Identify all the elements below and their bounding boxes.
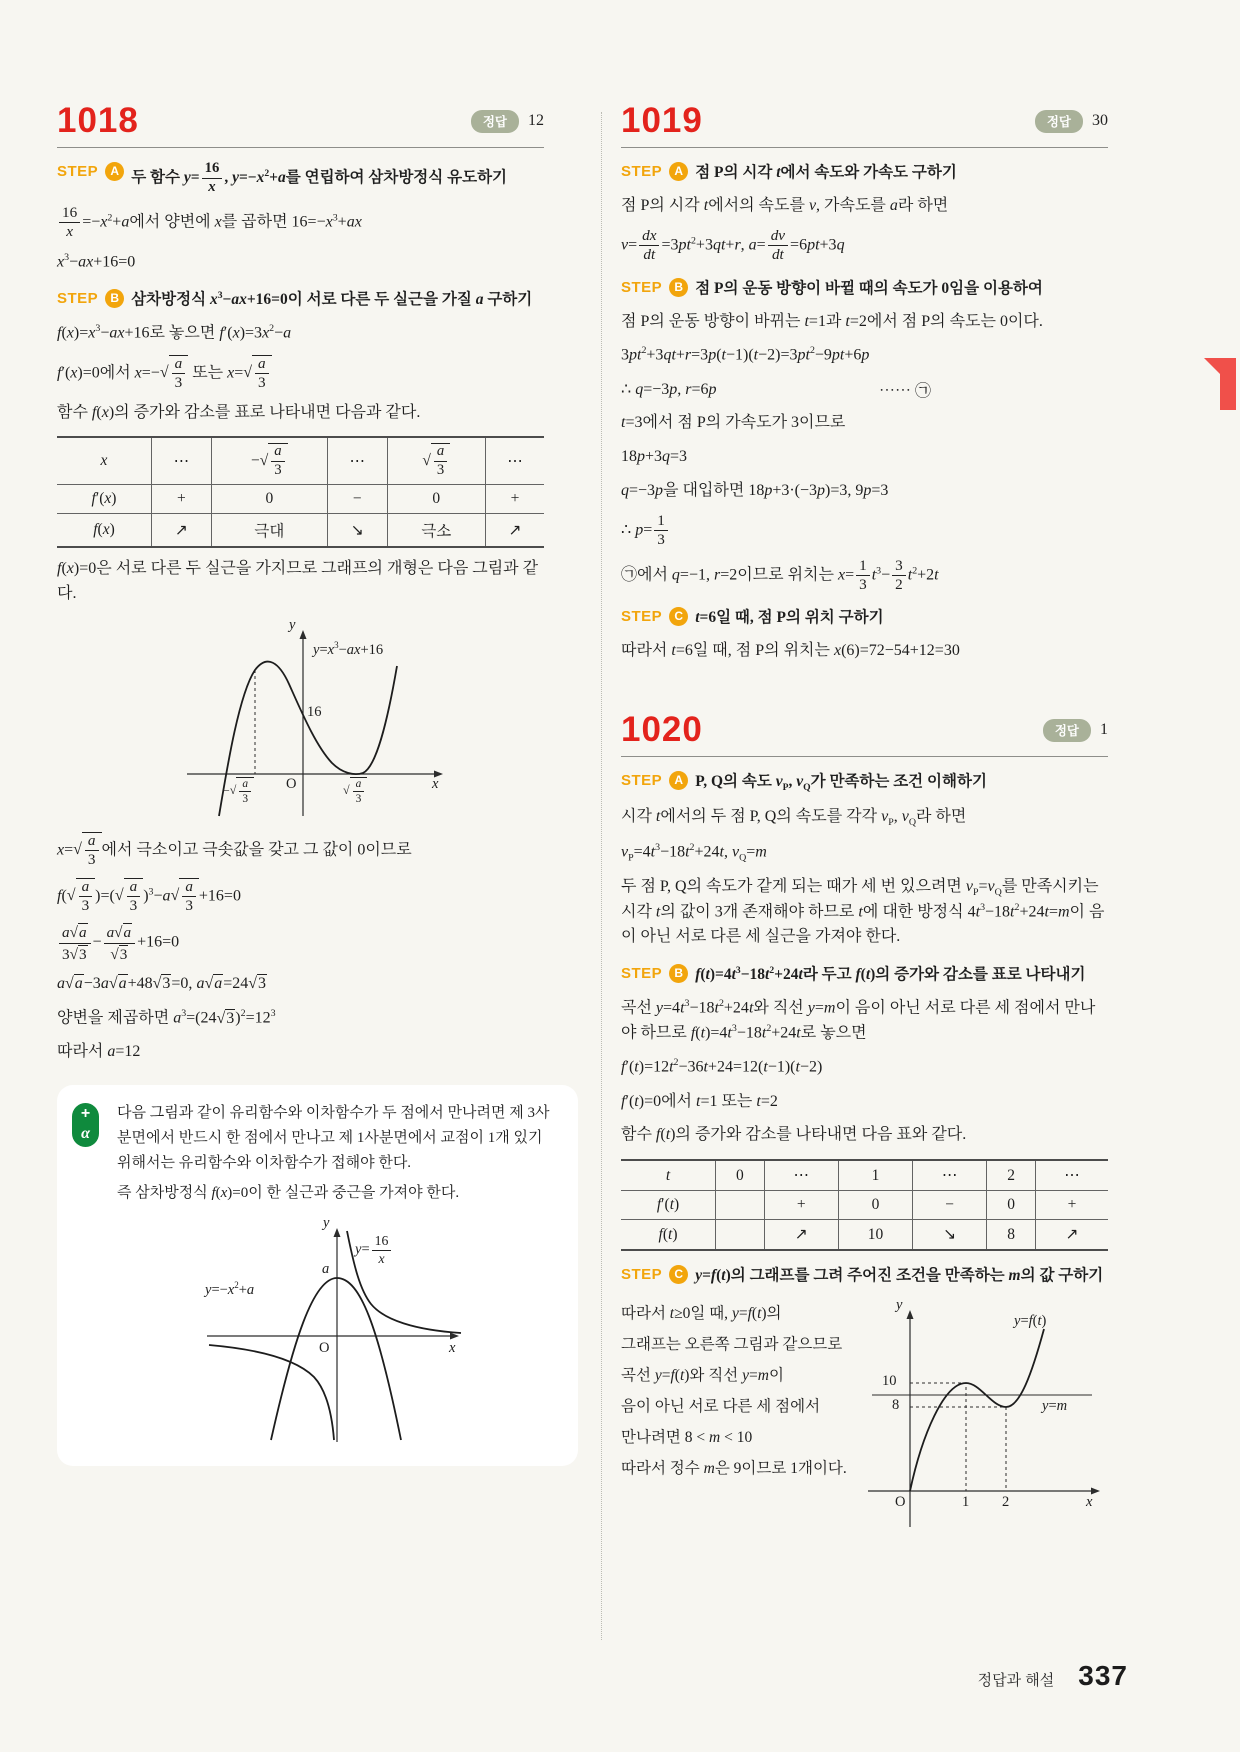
math-line: 따라서 t≥0일 때, y=f(t)의 xyxy=(621,1305,782,1323)
conclusion-with-figure xyxy=(621,1295,1108,1537)
math-line: $x^3-ax+16=0$ xyxy=(57,251,136,270)
table-cell: 0 xyxy=(838,1191,912,1220)
curve-equation-label: $y=x^3-ax+16$ xyxy=(313,639,384,658)
table-cell xyxy=(716,1220,765,1251)
table-cell: 0 xyxy=(387,485,485,514)
step-letter-icon: B xyxy=(669,278,688,297)
step-word: STEP xyxy=(621,772,663,790)
table-cell: ↗ xyxy=(485,514,544,548)
math-line: ㉠에서 q=−1, r=2이므로 위치는 x= $\frac{1}{3}$ $t^3-$ $\frac{3}{2}$ $t^2+2t$ xyxy=(621,556,939,593)
math-line: a√a−3a√a+48√3=0, a√a=24√3 xyxy=(57,975,267,993)
step-word: STEP xyxy=(621,1266,663,1284)
axis-label-x: x xyxy=(449,1340,456,1357)
problem-number: 1019 xyxy=(621,101,703,140)
step-letter-icon: C xyxy=(669,607,688,626)
hyperbola-equation-label: y= $\frac{16}{x}$ xyxy=(355,1234,393,1267)
table-cell xyxy=(716,1191,765,1220)
answer-pill: 정답 xyxy=(1035,110,1083,133)
math-line: f(x)=0은 서로 다른 두 실근을 가지므로 그래프의 개형은 다음 그림과 같다. xyxy=(57,560,539,603)
problem-number: 1018 xyxy=(57,101,139,140)
spacer xyxy=(621,673,1108,709)
math-line: t=3에서 점 P의 가속도가 3이므로 xyxy=(621,414,846,432)
math-line: $f'(t)=12t^2-36t+24=12(t-1)(t-2)$ xyxy=(621,1057,823,1076)
table-cell: + xyxy=(1035,1191,1108,1220)
step-a-heading xyxy=(621,161,1108,185)
math-line: 따라서 a=12 xyxy=(57,1043,141,1061)
table-cell: 2 xyxy=(987,1160,1036,1191)
table-cell: + xyxy=(152,485,212,514)
table-row xyxy=(621,1191,1108,1220)
step-title: t=6일 때, 점 P의 위치 구하기 xyxy=(695,609,884,627)
conclusion-text xyxy=(621,1295,854,1537)
math-line: ∴ p= $\frac{1}{3}$ xyxy=(621,513,1108,549)
math-line: q=−3p을 대입하면 18p+3·(−3p)=3, 9p=3 xyxy=(621,481,889,499)
origin-label: O xyxy=(286,775,297,792)
increase-decrease-table-1020 xyxy=(621,1159,1108,1251)
math-line: f(√ $\frac{a}{3}$ )=(√ $\frac{a}{3}$ )$^3$−a√ $\frac{a}{3}$ +16=0 xyxy=(57,877,241,915)
chapter-tab-icon xyxy=(1202,352,1238,412)
graph-cubic-1020 xyxy=(858,1295,1108,1537)
axis-label-x: x xyxy=(1086,1494,1093,1511)
step-c-heading xyxy=(621,606,1108,630)
plus-alpha-note xyxy=(57,1085,578,1466)
math-line: 만나려면 8 < m < 10 xyxy=(621,1429,753,1447)
origin-label: O xyxy=(319,1340,330,1357)
math-line: 두 점 P, Q의 속도가 같게 되는 때가 세 번 있으려면 $v_P=v_Q$를 만족시키는 시각 t의 값이 3개 존재해야 하므로 t에 대한 방정식 $4t^3-18t^2+24t=m$이 음이 아닌 서로 다른 세 실근을 가져야 한다. xyxy=(621,877,1105,946)
math-line: v= $\frac{dx}{dt}$ $=3pt^2+3qt+r$, a= $\frac{dv}{dt}$ =6pt+3q xyxy=(621,226,845,264)
axis-label-y: y xyxy=(323,1215,330,1232)
table-cell: ↗ xyxy=(1035,1220,1108,1251)
math-line: 그래프는 오른쪽 그림과 같으므로 xyxy=(621,1336,843,1354)
math-line: f′(x)=0에서 x=−√ $\frac{a}{3}$ 또는 x=√ $\frac{a}{3}$ xyxy=(57,355,544,392)
header-rule xyxy=(621,147,1108,148)
table-cell: − xyxy=(913,1191,987,1220)
table-cell: −√ $\frac{a}{3}$ xyxy=(211,437,327,484)
step-word: STEP xyxy=(621,278,663,296)
y-tick-8-label: 8 xyxy=(892,1397,900,1414)
table-cell: 0 xyxy=(211,485,327,514)
table-cell: 8 xyxy=(987,1220,1036,1251)
answer-value: 1 xyxy=(1100,721,1108,739)
vertex-label-a: a xyxy=(322,1261,330,1278)
graph-tangency-1018 xyxy=(197,1214,477,1446)
table-cell: ↗ xyxy=(152,514,212,548)
math-line: 곡선 $y=4t^3-18t^2+24t$와 직선 y=m이 음이 아닌 서로 다른 세 점에서 만나야 하므로 $f(t)=4t^3-18t^2+24t$로 놓으면 xyxy=(621,998,1096,1042)
x-tick-2-label: 2 xyxy=(1002,1494,1010,1511)
header-rule xyxy=(57,147,544,148)
footer-label: 정답과 해설 xyxy=(977,1672,1055,1689)
table-row xyxy=(57,485,544,514)
problem-header-1018 xyxy=(57,100,544,142)
math-line: 시각 t에서의 두 점 P, Q의 속도를 각각 $v_P$, $v_Q$라 하면 xyxy=(621,808,967,829)
table-row xyxy=(621,1220,1108,1251)
math-line: $3pt^2+3qt+r=3p(t-1)(t-2)=3pt^2-9pt+6p$ xyxy=(621,345,870,364)
math-line: 점 P의 시각 t에서의 속도를 v, 가속도를 a라 하면 xyxy=(621,197,949,215)
answer-value: 12 xyxy=(528,112,544,129)
table-cell: f(x) xyxy=(57,514,152,548)
math-line: 18p+3q=3 xyxy=(621,448,688,466)
step-b-heading xyxy=(57,288,544,312)
answer-badge xyxy=(1035,110,1108,133)
x-tick-negative-label: −√ $\frac{a}{3}$ xyxy=(223,777,254,806)
step-word: STEP xyxy=(57,163,99,180)
x-tick-1-label: 1 xyxy=(962,1494,970,1511)
math-line: $\frac{16}{x}$ $=-x^2+a$에서 양변에 x를 곱하면 $16=-x^3+ax$ xyxy=(57,205,544,241)
parabola-equation-label: $y=-x^2+a$ xyxy=(205,1280,255,1298)
table-cell: 극소 xyxy=(387,514,485,548)
table-cell: 0 xyxy=(987,1191,1036,1220)
step-title: 점 P의 시각 t에서 속도와 가속도 구하기 xyxy=(695,164,957,181)
step-title: 삼차방정식 $x^3-ax+16=0$이 서로 다른 두 실근을 가질 a 구하기 xyxy=(131,289,533,308)
table-cell: 10 xyxy=(838,1220,912,1251)
math-line: f′(t)=0에서 t=1 또는 t=2 xyxy=(621,1092,778,1110)
table-cell: ↘ xyxy=(327,514,387,548)
math-line: 따라서 정수 m은 9이므로 1개이다. xyxy=(621,1460,847,1478)
step-title: 점 P의 운동 방향이 바뀔 때의 속도가 0임을 이용하여 xyxy=(695,279,1043,297)
table-row xyxy=(57,514,544,548)
y-tick-10-label: 10 xyxy=(882,1373,897,1390)
step-title: P, Q의 속도 $v_P$, $v_Q$가 만족하는 조건 이해하기 xyxy=(695,773,987,794)
table-cell: ⋯ xyxy=(1035,1160,1108,1191)
answer-pill: 정답 xyxy=(471,110,519,133)
page-number: 337 xyxy=(1078,1660,1128,1691)
math-line: 곡선 y=f(t)와 직선 y=m이 xyxy=(621,1367,784,1385)
step-word: STEP xyxy=(621,163,663,180)
header-rule xyxy=(621,756,1108,757)
column-right xyxy=(621,100,1108,1537)
curve-equation-label: y=f(t) xyxy=(1014,1313,1047,1330)
step-letter-icon: A xyxy=(669,771,688,790)
table-cell: ⋯ xyxy=(327,437,387,484)
step-c-heading xyxy=(621,1264,1108,1288)
problem-header-1019 xyxy=(621,100,1108,142)
step-letter-icon: B xyxy=(105,289,124,308)
problem-number: 1020 xyxy=(621,710,703,750)
math-line: 양변을 제곱하면 $a^3=(24√3)^2=12^3$ xyxy=(57,1008,276,1027)
step-word: STEP xyxy=(621,965,663,983)
step-title: y=f(t)의 그래프를 그려 주어진 조건을 만족하는 m의 값 구하기 xyxy=(695,1267,1104,1285)
x-tick-positive-label: √ $\frac{a}{3}$ xyxy=(343,777,367,806)
math-line: 점 P의 운동 방향이 바뀌는 t=1과 t=2에서 점 P의 속도는 0이다. xyxy=(621,312,1043,330)
step-letter-icon: C xyxy=(669,1265,688,1284)
table-cell: ↘ xyxy=(913,1220,987,1251)
math-line: $v_P=4t^3-18t^2+24t$, $v_Q=m$ xyxy=(621,841,767,864)
table-cell: + xyxy=(485,485,544,514)
m-line-label: y=m xyxy=(1042,1398,1068,1415)
answer-badge xyxy=(1043,719,1108,742)
table-cell: ⋯ xyxy=(764,1160,838,1191)
step-title: $f(t)=4t^3-18t^2+24t$라 두고 f(t)의 증가와 감소를 표로 나타내기 xyxy=(695,964,1086,984)
page-footer xyxy=(0,1660,1128,1692)
table-cell: ⋯ xyxy=(152,437,212,484)
step-a-heading xyxy=(621,770,1108,796)
plus-glyph: + xyxy=(80,1105,91,1123)
math-line: 함수 f(x)의 증가와 감소를 표로 나타내면 다음과 같다. xyxy=(57,403,421,421)
table-cell: ↗ xyxy=(764,1220,838,1251)
table-row xyxy=(57,437,544,484)
table-cell: ⋯ xyxy=(485,437,544,484)
math-line: x=√ $\frac{a}{3}$ 에서 극소이고 극솟값을 갖고 그 값이 0이므로 xyxy=(57,831,412,869)
step-a-heading xyxy=(57,161,544,196)
math-line: 함수 f(t)의 증가와 감소를 나타내면 다음 표와 같다. xyxy=(621,1126,967,1144)
table-cell: ⋯ xyxy=(913,1160,987,1191)
table-cell: f′(t) xyxy=(621,1191,716,1220)
step-b-heading xyxy=(621,963,1108,987)
table-cell: x xyxy=(57,437,152,484)
step-letter-icon: A xyxy=(105,162,124,181)
answer-badge xyxy=(471,110,544,133)
column-divider xyxy=(601,112,602,1640)
note-text xyxy=(117,1101,560,1206)
alpha-glyph: α xyxy=(81,1125,90,1143)
problem-header-1020 xyxy=(621,709,1108,751)
table-cell: t xyxy=(621,1160,716,1191)
math-expression: ∴ q=−3p, r=6p xyxy=(621,380,717,398)
step-word: STEP xyxy=(621,608,663,626)
table-row xyxy=(621,1160,1108,1191)
origin-label: O xyxy=(895,1494,906,1511)
step-letter-icon: A xyxy=(669,162,688,181)
table-cell: 0 xyxy=(716,1160,765,1191)
math-line: 따라서 t=6일 때, 점 P의 위치는 x(6)=72−54+12=30 xyxy=(621,642,960,660)
axis-label-x: x xyxy=(432,775,439,792)
step-word: STEP xyxy=(57,289,99,307)
table-cell: f′(x) xyxy=(57,485,152,514)
math-line-with-reference xyxy=(621,378,1108,403)
column-left xyxy=(57,100,550,1466)
table-cell: √ $\frac{a}{3}$ xyxy=(387,437,485,484)
table-cell: 1 xyxy=(838,1160,912,1191)
step-letter-icon: B xyxy=(669,964,688,983)
table-cell: + xyxy=(764,1191,838,1220)
reference-mark: ⋯⋯ ㉠ xyxy=(879,382,932,400)
table-cell: 극대 xyxy=(211,514,327,548)
math-line: 음이 아닌 서로 다른 세 점에서 xyxy=(621,1398,821,1416)
y-intercept-label: 16 xyxy=(307,703,322,720)
increase-decrease-table-1018 xyxy=(57,436,544,548)
answer-pill: 정답 xyxy=(1043,719,1091,742)
note-line: 즉 삼차방정식 f(x)=0이 한 실근과 중근을 가져야 한다. xyxy=(117,1185,460,1202)
axis-label-y: y xyxy=(896,1297,903,1314)
table-cell: − xyxy=(327,485,387,514)
answer-value: 30 xyxy=(1092,112,1108,129)
math-line: $\frac{a√a}{3√3}$ − $\frac{a√a}{√3}$ +16=0 xyxy=(57,923,544,963)
plus-alpha-icon xyxy=(72,1103,99,1147)
table-cell: f(t) xyxy=(621,1220,716,1251)
note-line: 다음 그림과 같이 유리함수와 이차함수가 두 점에서 만나려면 제 3사분면에서 반드시 한 점에서 만나고 제 1사분면에서 교점이 1개 있기 위해서는 유리함수와 이차함수가 접해야 한다. xyxy=(117,1105,550,1171)
graph-canvas xyxy=(197,1214,477,1446)
math-line: $f(x)=x^3-ax+16$로 놓으면 $f'(x)=3x^2-a$ xyxy=(57,322,292,342)
axis-label-y: y xyxy=(289,616,296,633)
graph-cubic-1018 xyxy=(175,616,455,823)
step-title: 두 함수 y= $\frac{16}{x}$ , $y=-x^2+a$를 연립하여 삼차방정식 유도하기 xyxy=(131,160,508,195)
step-b-heading xyxy=(621,277,1108,301)
